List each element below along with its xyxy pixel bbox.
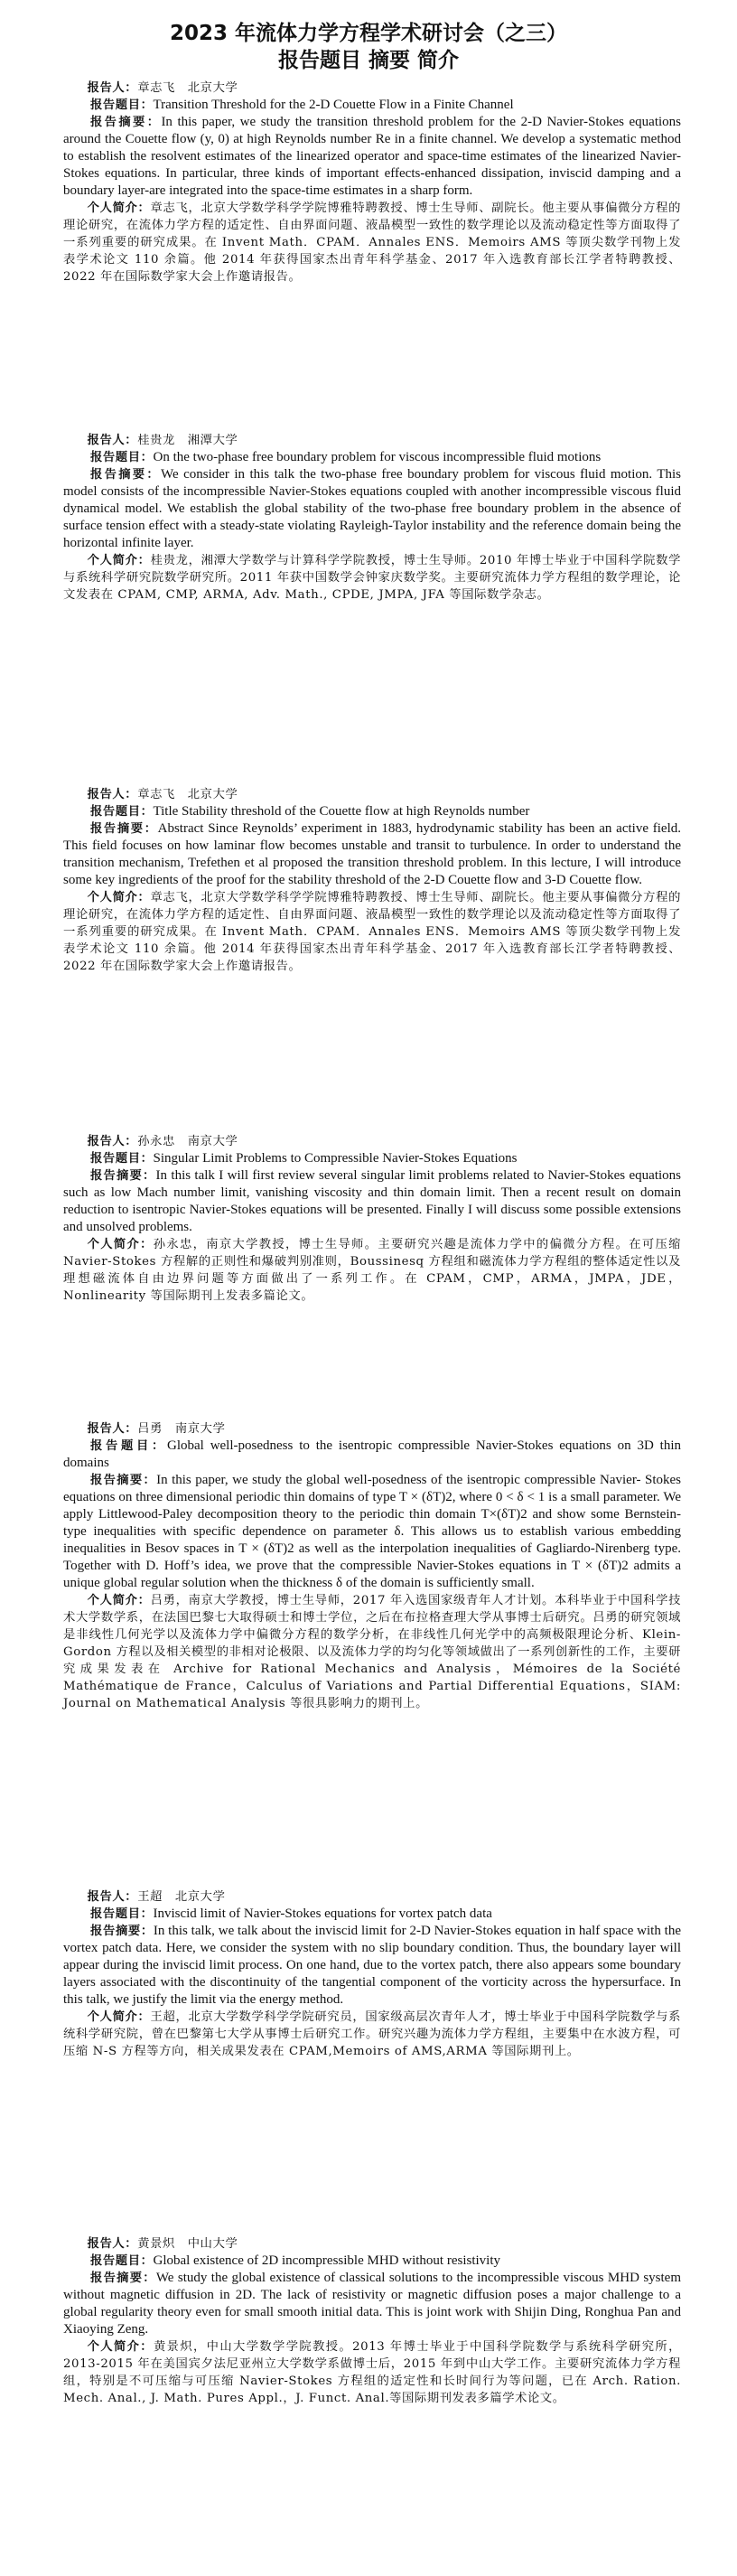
bio-paragraph: [63, 2338, 681, 2407]
topic-label: 报告题目：: [90, 98, 154, 112]
speaker-label: 报告人：: [87, 434, 138, 447]
abstract-label: 报告摘要：: [90, 116, 162, 129]
topic-line: [63, 97, 681, 114]
talk-entry: [63, 1420, 681, 1712]
topic-line: [63, 449, 681, 466]
abstract-paragraph: [63, 1167, 681, 1236]
speaker-label: 报告人：: [87, 788, 138, 801]
bio-text: 章志飞，北京大学数学科学学院博雅特聘教授、博士生导师、副院长。他主要从事偏微分方程的理论研究，在流体力学方程的适定性、自由界面问题、液晶模型一致性的数学理论以及流动稳定性等方面取得了一系列重要的研究成果。在 Invent Math．CPAM．Annales ENS．Memoirs AMS 等顶尖数学刊物上发表学术论文 110 余篇。他 2014 年获得国家杰出青年科学基金、2017 年入选教育部长江学者特聘教授、2022 年在国际数学家大会上作邀请报告。: [63, 891, 682, 973]
bio-label: 个人简介：: [87, 554, 151, 567]
speaker-name: 章志飞 北京大学: [137, 81, 238, 95]
talk-title: On the two-phase free boundary problem for viscous incompressible fluid motions: [153, 450, 602, 464]
abstract-label: 报告摘要：: [90, 822, 158, 836]
abstract-label: 报告摘要：: [90, 2272, 156, 2285]
bio-text: 黄景炽，中山大学数学学院教授。2013 年博士毕业于中国科学院数学与系统科学研究所，2013-2015 年在美国宾夕法尼亚州立大学数学系做博士后，2015 年到中山大学工作。主要研究流体力学方程组，特别是不可压缩与可压缩 Navier-Stokes 方程组的适定性和长时间行为等问题，已在 Arch. Ration. Mech. Anal., J. Math. Pures Appl.，J. Funct. Anal.等国际期刊发表多篇学术论文。: [63, 2340, 682, 2405]
talk-title: Transition Threshold for the 2-D Couette Flow in a Finite Channel: [153, 98, 514, 112]
speaker-line: [63, 1888, 681, 1906]
abstract-text: In this paper, we study the global well-posedness of the isentropic compressible Navier- Stokes equations on three dimensional periodic thin domains of type T × (δT)2, where 0 < δ < 1 is a small parameter. We apply Littlewood-Paley decomposition theory to the periodic thin domain T×(δT)2 and show some Bernstein-type inequalities with specific dependence on parameter δ. This allows us to establish various embedding inequalities in Besov spaces in T × (δT)2 as well as the interpolation inequalities of Gagliardo-Nirenberg type. Together with D. Hoff’s idea, we prove that the compressible Navier-Stokes equations in T × (δT)2 admits a unique global regular solution when the thickness δ of the domain is sufficiently small.: [63, 1473, 681, 1590]
talk-title: Singular Limit Problems to Compressible Navier-Stokes Equations: [153, 1151, 518, 1166]
abstract-text: In this paper, we study the transition threshold problem for the 2-D Navier-Stokes equations around the Couette flow (y, 0) at high Reynolds number Re in a finite channel. We develop a systematic method to establish the resolvent estimates of the linearized operator and space-time estimates of the linearized Navier-Stokes equations. In particular, three kinds of important effects-enhanced dissipation, inviscid damping and a boundary layer-are integrated into the space-time estimates in a sharp form.: [63, 115, 682, 198]
abstract-paragraph: [63, 114, 681, 200]
speaker-line: [63, 2235, 681, 2253]
speaker-line: [63, 432, 681, 449]
topic-label: 报告题目：: [90, 1439, 168, 1453]
bio-paragraph: [63, 1236, 681, 1305]
bio-label: 个人简介：: [87, 891, 151, 904]
speaker-name: 章志飞 北京大学: [137, 788, 238, 801]
bio-text: 章志飞，北京大学数学科学学院博雅特聘教授、博士生导师、副院长。他主要从事偏微分方程的理论研究，在流体力学方程的适定性、自由界面问题、液晶模型一致性的数学理论以及流动稳定性等方面取得了一系列重要的研究成果。在 Invent Math．CPAM．Annales ENS．Memoirs AMS 等顶尖数学刊物上发表学术论文 110 余篇。他 2014 年获得国家杰出青年科学基金、2017 年入选教育部长江学者特聘教授、2022 年在国际数学家大会上作邀请报告。: [63, 201, 682, 284]
speaker-line: [63, 80, 681, 97]
bio-label: 个人简介：: [87, 2340, 154, 2354]
abstract-label: 报告摘要：: [90, 1474, 157, 1487]
speaker-label: 报告人：: [87, 2237, 138, 2251]
speaker-label: 报告人：: [87, 1890, 138, 1904]
abstract-text: We consider in this talk the two-phase free boundary problem for viscous fluid motion. This model consists of the incompressible Navier-Stokes equations coupled with another incompressible viscous fluid dynamical model. We establish the global stability of the two-phase free boundary problem in the absence of surface tension effect with a steady-state violating Rayleigh-Taylor instability and the reference domain being the horizontal infinite layer.: [63, 467, 681, 550]
talk-entry: [63, 2235, 681, 2407]
speaker-line: [63, 1133, 681, 1150]
bio-label: 个人简介：: [87, 201, 151, 215]
speaker-name: 王超 北京大学: [137, 1890, 226, 1904]
abstract-text: We study the global existence of classical solutions to the incompressible viscous MHD system without magnetic diffusion in 2D. The lack of resistivity or magnetic diffusion poses a major challenge to a global regularity theory even for small smooth initial data. This is joint work with Shijin Ding, Ronghua Pan and Xiaoying Zeng.: [63, 2271, 682, 2337]
topic-label: 报告题目：: [90, 805, 154, 819]
speaker-name: 黄景炽 中山大学: [137, 2237, 238, 2251]
bio-text: 王超，北京大学数学科学学院研究员，国家级高层次青年人才，博士毕业于中国科学院数学与系统科学研究院，曾在巴黎第七大学从事博士后研究工作。研究兴趣为流体力学方程组，主要集中在水波方程，可压缩 N-S 方程等方向，相关成果发表在 CPAM,Memoirs of AMS,ARMA 等国际期刊上。: [63, 2010, 682, 2058]
bio-text: 孙永忠，南京大学教授，博士生导师。主要研究兴趣是流体力学中的偏微分方程。在可压缩 Navier-Stokes 方程解的正则性和爆破判别准则，Boussinesq 方程组和磁流体力学方程组的整体适定性以及理想磁流体自由边界问题等方面做出了一系列工作。在 CPAM，CMP，ARMA，JMPA，JDE，Nonlinearity 等国际期刊上发表多篇论文。: [63, 1238, 682, 1303]
talk-title: Global existence of 2D incompressible MHD without resistivity: [153, 2253, 501, 2268]
speaker-line: [63, 786, 681, 803]
talk-entry: [63, 1133, 681, 1305]
bio-label: 个人简介：: [87, 1238, 154, 1251]
bio-paragraph: [63, 2009, 681, 2060]
abstract-paragraph: [63, 2270, 681, 2338]
bio-paragraph: [63, 200, 681, 286]
bio-paragraph: [63, 552, 681, 604]
speaker-name: 吕勇 南京大学: [137, 1422, 226, 1436]
talk-title: Title Stability threshold of the Couette flow at high Reynolds number: [153, 804, 530, 819]
speaker-line: [63, 1420, 681, 1438]
abstract-paragraph: [63, 1472, 681, 1592]
abstract-label: 报告摘要：: [90, 1169, 156, 1183]
talk-title: Global well-posedness to the isentropic compressible Navier-Stokes equations on 3D thin domains: [63, 1438, 681, 1470]
abstract-paragraph: [63, 466, 681, 552]
speaker-label: 报告人：: [87, 1422, 138, 1436]
topic-label: 报告题目：: [90, 451, 154, 464]
talk-title: Inviscid limit of Navier-Stokes equations for vortex patch data: [153, 1906, 492, 1921]
talk-entry: [63, 786, 681, 975]
topic-line: [63, 1150, 681, 1167]
document-header: [0, 20, 737, 74]
topic-line: [63, 803, 681, 820]
bio-paragraph: [63, 1592, 681, 1712]
bio-label: 个人简介：: [87, 1594, 151, 1607]
speaker-name: 孙永忠 南京大学: [137, 1135, 238, 1148]
abstract-text: In this talk, we talk about the inviscid limit for 2-D Navier-Stokes equation in half space with the vortex patch data. Here, we consider the system with no slip boundary condition. Thus, the boundary layer will appear during the inviscid limit process. On one hand, due to the vortex patch, there also appears some boundary layers associated with the discontinuity of the tangential component of the vorticity across the hypersurface. In this talk, we justify the limit via the energy method.: [63, 1924, 682, 2007]
abstract-paragraph: [63, 1923, 681, 2009]
abstract-label: 报告摘要：: [90, 468, 161, 482]
speaker-name: 桂贵龙 湘潭大学: [137, 434, 238, 447]
topic-label: 报告题目：: [90, 1907, 154, 1921]
talk-entry: [63, 80, 681, 286]
topic-line: [63, 1438, 681, 1472]
abstract-text: Abstract Since Reynolds’ experiment in 1883, hydrodynamic stability has been an active field. This field focuses on how laminar flow becomes unstable and transit to turbulence. In order to understand the transition mechanism, Trefethen et al proposed the transition threshold problem. In this lecture, I will introduce some key ingredients of the proof for the stability threshold of the 2-D Couette flow and 3-D Couette flow.: [63, 821, 682, 887]
speaker-label: 报告人：: [87, 81, 138, 95]
bio-label: 个人简介：: [87, 2010, 151, 2024]
abstract-label: 报告摘要：: [90, 1925, 154, 1938]
page-subtitle: 报告题目 摘要 简介: [277, 49, 459, 72]
abstract-paragraph: [63, 820, 681, 889]
page-title: 2023 年流体力学方程学术研讨会（之三）: [169, 22, 568, 45]
bio-paragraph: [63, 889, 681, 975]
abstract-text: In this talk I will first review several singular limit problems related to Navier-Stokes equations such as low Mach number limit, vanishing viscosity and thin domain limit. Then a recent result on domain reduction to isentropic Navier-Stokes equations will be presented. Finally I will discuss some possible extensions and unsolved problems.: [63, 1168, 681, 1234]
talk-entry: [63, 432, 681, 604]
talk-entry: [63, 1888, 681, 2060]
topic-line: [63, 2253, 681, 2270]
topic-line: [63, 1906, 681, 1923]
topic-label: 报告题目：: [90, 2254, 154, 2268]
bio-text: 吕勇，南京大学教授，博士生导师，2017 年入选国家级青年人才计划。本科毕业于中国科学技术大学数学系，在法国巴黎七大取得硕士和博士学位，之后在布拉格查理大学从事博士后研究。吕勇的研究领域是非线性几何光学以及流体力学中偏微分方程的数学分析，在非线性几何光学中的高频极限理论分析、Klein-Gordon 方程以及相关模型的非相对论极限、以及流体力学的均匀化等领域做出了一系列创新性的工作，主要研究成果发表在 Archive for Rational Mechanics and Analysis，Mémoires de la Société Mathématique de France，Calculus of Variations and Partial Differential Equations，SIAM: Journal on Mathematical Analysis 等很具影响力的期刊上。: [63, 1594, 682, 1710]
topic-label: 报告题目：: [90, 1152, 154, 1166]
speaker-label: 报告人：: [87, 1135, 138, 1148]
bio-text: 桂贵龙，湘潭大学数学与计算科学学院教授，博士生导师。2010 年博士毕业于中国科学院数学与系统科学研究院数学研究所。2011 年获中国数学会钟家庆数学奖。主要研究流体力学方程组的数学理论，论文发表在 CPAM, CMP, ARMA, Adv. Math., CPDE, JMPA, JFA 等国际数学杂志。: [63, 554, 682, 602]
